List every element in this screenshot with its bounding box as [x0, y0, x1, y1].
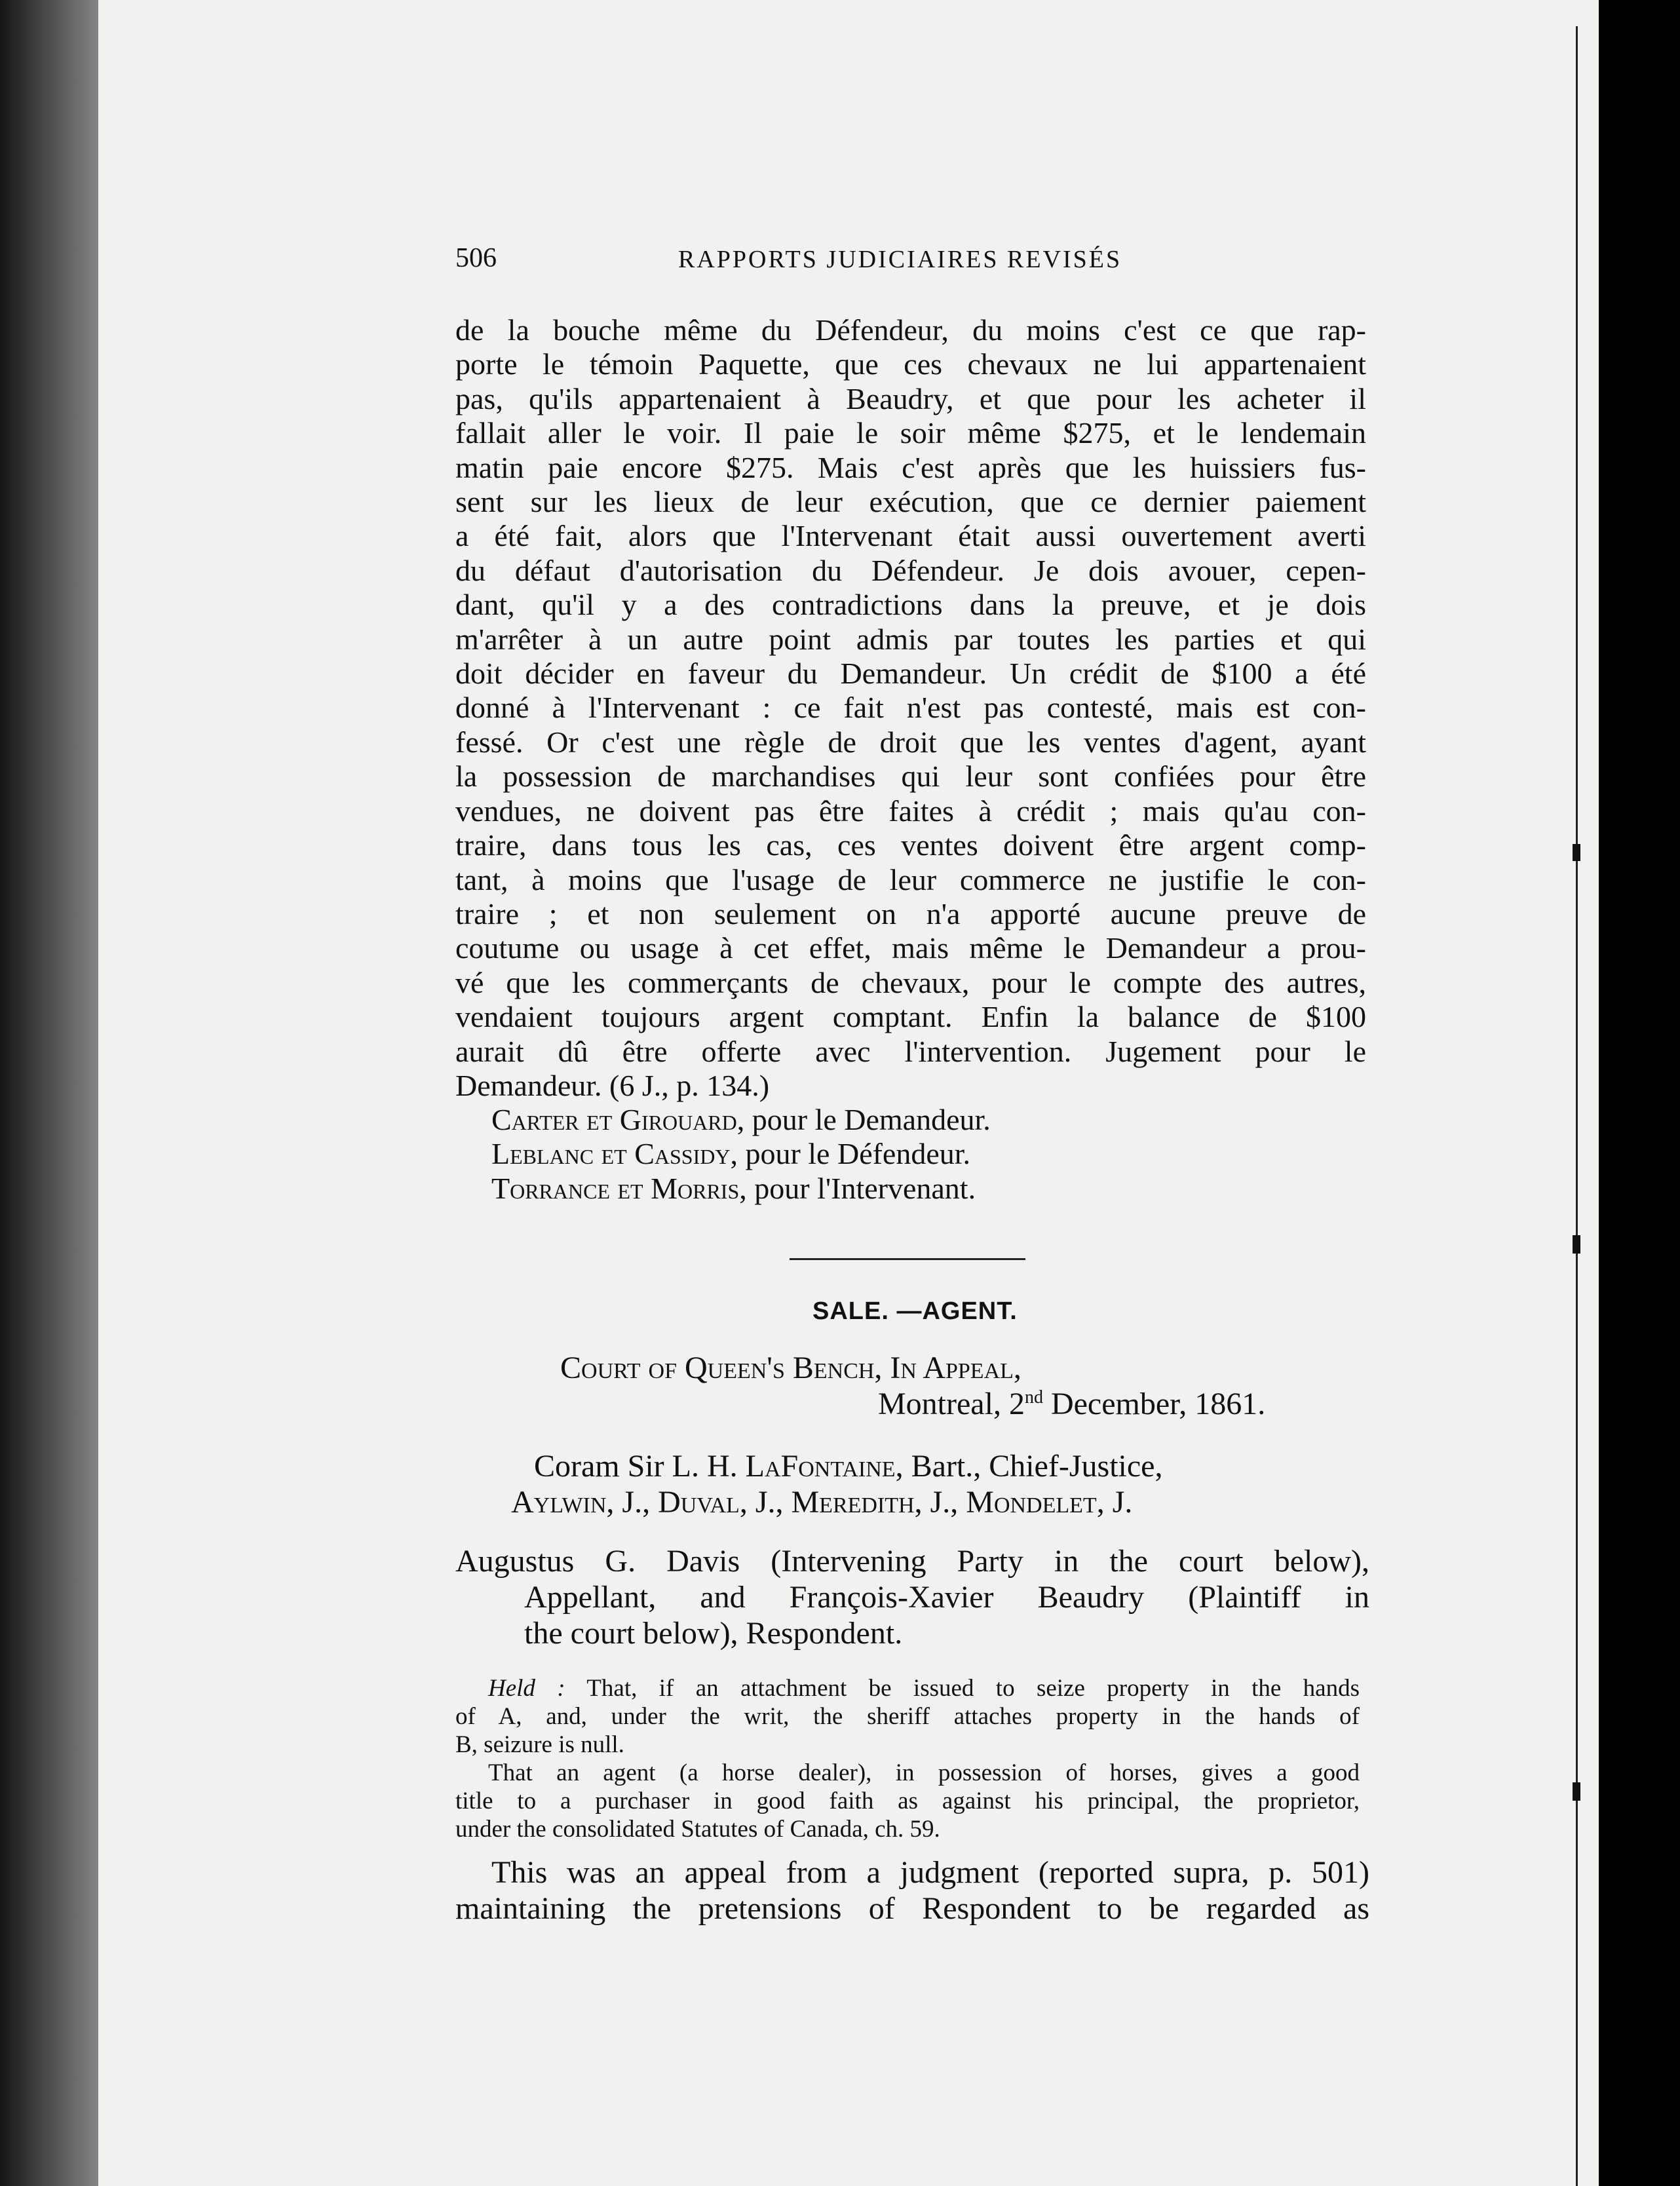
text-line: la possession de marchandises qui leur sont confiées pour être	[455, 759, 1366, 794]
text-line: This was an appeal from a judgment (reported supra, p. 501)	[491, 1855, 1369, 1890]
place-date-text: December, 1861.	[1042, 1387, 1266, 1421]
parties-block	[455, 1543, 1369, 1651]
text-line: de la bouche même du Défendeur, du moins c'est ce que rap-	[455, 313, 1366, 347]
headnote-line	[455, 1674, 1360, 1702]
text-line: donné à l'Intervenant : ce fait n'est pas contesté, mais est con-	[455, 691, 1366, 725]
counsel-line	[491, 1103, 1343, 1137]
parties-line: Appellant, and François-Xavier Beaudry (Plaintiff in	[524, 1580, 1369, 1615]
headnote-line: title to a purchaser in good faith as against his principal, the proprietor,	[455, 1788, 1360, 1814]
coram-line	[534, 1448, 1162, 1484]
margin-mark	[1573, 1782, 1580, 1801]
counsel-line	[491, 1172, 1343, 1206]
text-line: doit décider en faveur du Demandeur. Un crédit de $100 a été	[455, 657, 1366, 691]
counsel-line	[491, 1137, 1343, 1171]
text-line: matin paie encore $275. Mais c'est après que les huissiers fus-	[455, 450, 1366, 484]
text-line: porte le témoin Paquette, que ces chevaux ne lui appartenaient	[455, 347, 1366, 381]
held-label: Held :	[488, 1675, 565, 1702]
text-line: maintaining the pretensions of Respondent to be regarded as	[455, 1891, 1369, 1926]
text-line: dant, qu'il y a des contradictions dans la preuve, et je dois	[455, 588, 1366, 622]
text-line: fallait aller le voir. Il paie le soir même $275, et le lendemain	[455, 416, 1366, 450]
place-date	[878, 1386, 1265, 1422]
page-right-border	[1576, 26, 1578, 2186]
running-title: RAPPORTS JUDICIAIRES REVISÉS	[678, 246, 1122, 273]
text-line: vendues, ne doivent pas être faites à crédit ; mais qu'au con-	[455, 794, 1366, 828]
counsel-role: , pour le Défendeur.	[730, 1137, 971, 1171]
text-line: traire, dans tous les cas, ces ventes doivent être argent comp-	[455, 828, 1366, 862]
text-line: du défaut d'autorisation du Défendeur. Je dois avouer, cepen-	[455, 553, 1366, 587]
page-number: 506	[455, 243, 497, 273]
text-line: vé que les commerçants de chevaux, pour le compte des autres,	[455, 965, 1366, 999]
counsel-names: Torrance et Morris	[491, 1171, 740, 1205]
counsel-names: Carter et Girouard	[491, 1103, 737, 1136]
headnote	[455, 1674, 1360, 1843]
opening-paragraph	[455, 1854, 1369, 1927]
text-line: coutume ou usage à cet effet, mais même le Demandeur a prou-	[455, 931, 1366, 965]
headnote-line: under the consolidated Statutes of Canada, ch. 59.	[455, 1816, 940, 1843]
margin-mark	[1573, 844, 1580, 861]
margin-mark	[1573, 1235, 1580, 1254]
case-title: SALE. —AGENT.	[812, 1297, 1018, 1325]
headnote-text: That, if an attachment be issued to seize property in the hands	[565, 1675, 1360, 1702]
counsel-list	[491, 1103, 1343, 1206]
judge-name: LaFontaine	[745, 1449, 896, 1484]
text-line: a été fait, alors que l'Intervenant était aussi ouvertement averti	[455, 519, 1366, 553]
parties-line: Augustus G. Davis (Intervening Party in the court below),	[455, 1544, 1369, 1579]
headnote-line: That an agent (a horse dealer), in possession of horses, gives a good	[488, 1759, 1360, 1786]
headnote-line: B, seizure is null.	[455, 1731, 624, 1758]
coram-text: Coram Sir L. H.	[534, 1449, 746, 1484]
section-divider	[790, 1258, 1025, 1260]
counsel-role: , pour l'Intervenant.	[739, 1171, 976, 1205]
ordinal-suffix: nd	[1024, 1387, 1043, 1408]
text-line: Demandeur. (6 J., p. 134.)	[455, 1068, 770, 1102]
text-line: traire ; et non seulement on n'a apporté aucune preuve de	[455, 896, 1366, 930]
parties-line: the court below), Respondent.	[524, 1616, 903, 1651]
coram-text: , Bart., Chief-Justice,	[895, 1449, 1163, 1484]
counsel-names: Leblanc et Cassidy	[491, 1137, 731, 1171]
text-line: vendaient toujours argent comptant. Enfin la balance de $100	[455, 1000, 1366, 1034]
headnote-line: of A, and, under the writ, the sheriff attaches property in the hands of	[455, 1703, 1360, 1730]
coram-judges: Aylwin, J., Duval, J., Meredith, J., Mondelet, J.	[511, 1485, 1133, 1520]
text-line: pas, qu'ils appartenaient à Beaudry, et que pour les acheter il	[455, 381, 1366, 415]
text-line: m'arrêter à un autre point admis par toutes les parties et qui	[455, 622, 1366, 656]
court-name: Court of Queen's Bench, In Appeal,	[560, 1351, 1021, 1385]
text-line: aurait dû être offerte avec l'intervention. Jugement pour le	[455, 1034, 1366, 1068]
continued-paragraph	[455, 313, 1366, 1103]
text-line: sent sur les lieux de leur exécution, que ce dernier paiement	[455, 485, 1366, 519]
page-header	[455, 242, 1366, 282]
text-line: tant, à moins que l'usage de leur commerce ne justifie le con-	[455, 862, 1366, 896]
text-line: fessé. Or c'est une règle de droit que les ventes d'agent, ayant	[455, 725, 1366, 759]
counsel-role: , pour le Demandeur.	[736, 1103, 991, 1136]
place-date-text: Montreal, 2	[878, 1387, 1025, 1421]
